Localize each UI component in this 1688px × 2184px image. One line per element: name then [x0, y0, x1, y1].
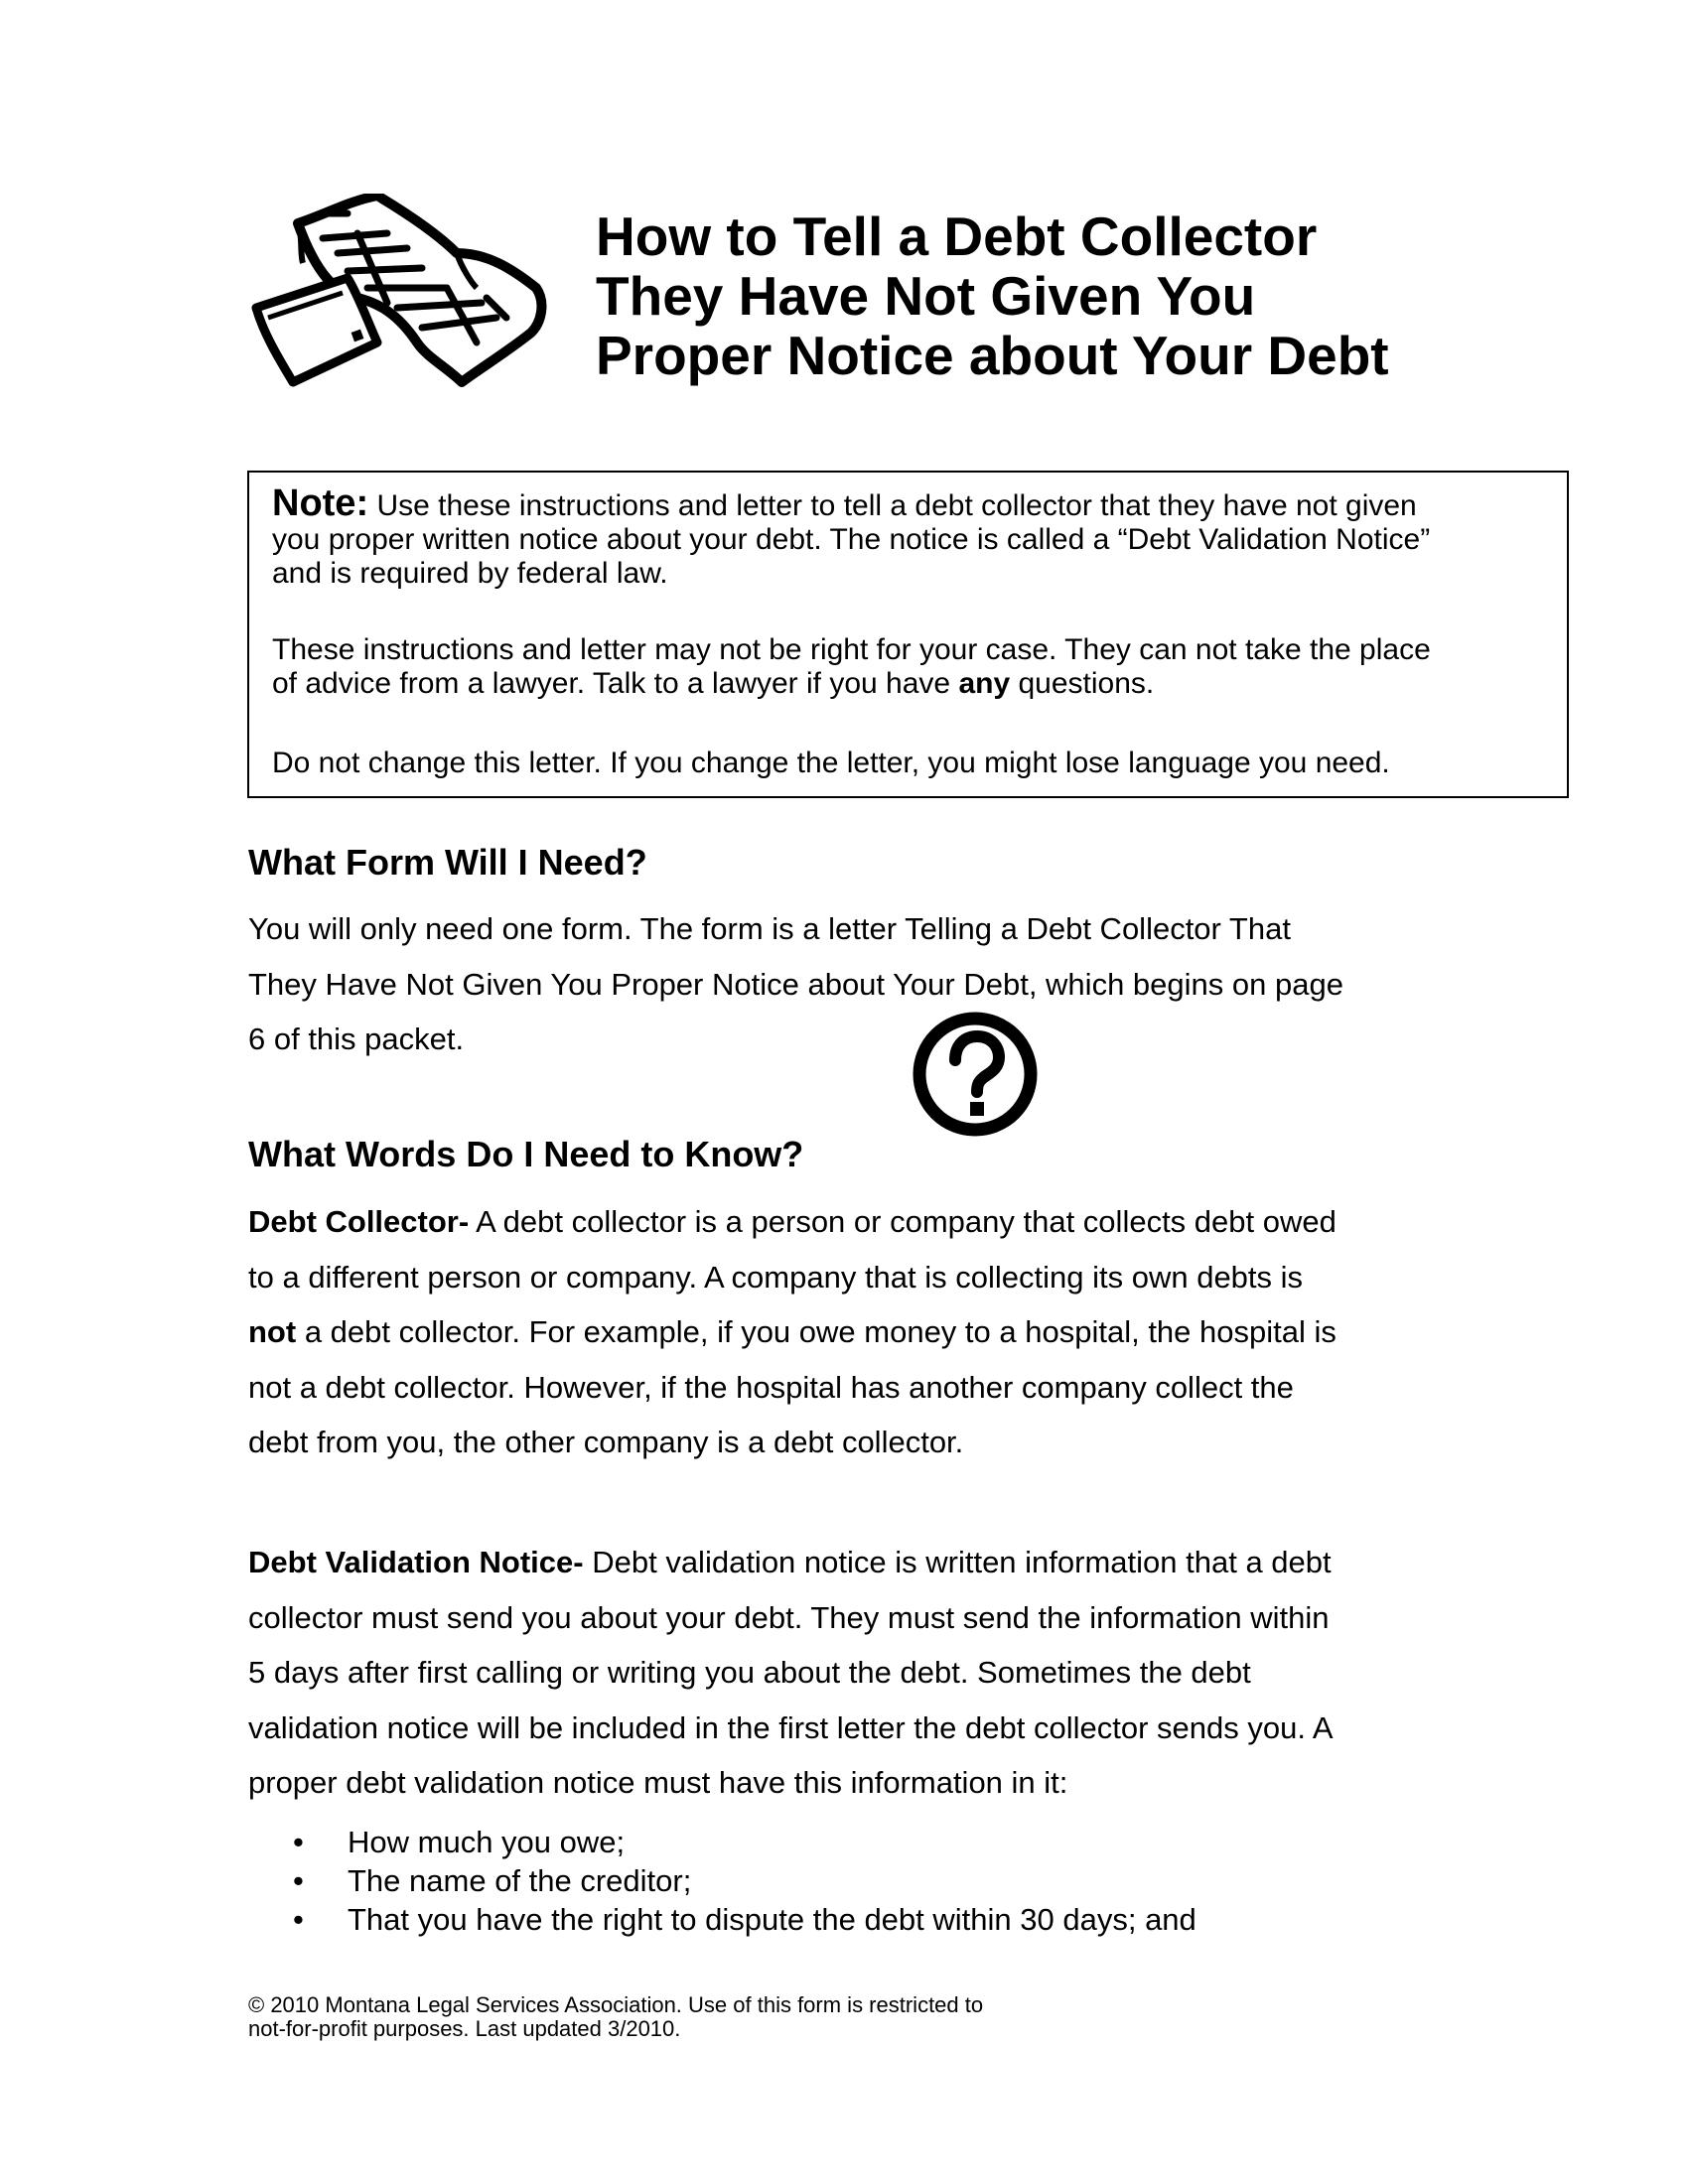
list-item — [293, 1900, 1196, 1939]
page-title — [596, 206, 1489, 385]
paragraph-line: 6 of this packet. — [248, 1022, 465, 1056]
question-mark-icon — [912, 1011, 1039, 1138]
note-box — [247, 471, 1569, 798]
bullet-icon: • — [293, 1863, 304, 1898]
definition-text: A debt collector is a person or company that collects debt owed — [469, 1204, 1336, 1239]
list-item — [293, 1823, 1196, 1861]
note-text: of advice from a lawyer. Talk to a lawyer if you have — [272, 667, 959, 700]
paragraph-line — [248, 1304, 1470, 1360]
paragraph-line: proper debt validation notice must have this information in it: — [248, 1765, 1068, 1800]
emphasis-text: not — [248, 1314, 297, 1349]
paragraph-line: collector must send you about your debt. They must send the information within — [248, 1599, 1330, 1635]
copyright-footer — [248, 1993, 983, 2041]
definition-text: Debt validation notice is written information that a debt — [583, 1545, 1332, 1579]
footer-line: not-for-profit purposes. Last updated 3/2010. — [248, 2016, 681, 2041]
bullet-icon: • — [293, 1902, 304, 1937]
note-text: Use these instructions and letter to tell a debt collector that they have not given — [376, 489, 1417, 522]
paragraph-line: not a debt collector. However, if the hospital has another company collect the — [248, 1369, 1294, 1405]
list-item — [293, 1861, 1196, 1900]
list-item-text: That you have the right to dispute the debt within 30 days; and — [348, 1902, 1196, 1937]
title-line: How to Tell a Debt Collector — [596, 205, 1318, 267]
note-text: and is required by federal law. — [272, 557, 668, 590]
paragraph-line — [248, 1194, 1470, 1250]
title-line: Proper Notice about Your Debt — [596, 325, 1389, 386]
paragraph-line: They Have Not Given You Proper Notice about Your Debt, which begins on page — [248, 966, 1343, 1002]
list-item-text: The name of the creditor; — [348, 1863, 692, 1898]
section-heading-words: What Words Do I Need to Know? — [248, 1134, 804, 1174]
note-paragraph — [272, 482, 1553, 591]
note-text: These instructions and letter may not be right for your case. They can not take the place — [272, 633, 1431, 666]
footer-line: © 2010 Montana Legal Services Association. Use of this form is restricted to — [248, 1992, 984, 2017]
note-paragraph — [272, 633, 1553, 701]
paragraph-line: 5 days after first calling or writing you about the debt. Sometimes the debt — [248, 1655, 1251, 1690]
section-heading-form: What Form Will I Need? — [248, 842, 647, 883]
term-label: Debt Validation Notice- — [248, 1545, 584, 1579]
paragraph-line: to a different person or company. A company that is collecting its own debts is — [248, 1259, 1304, 1295]
paragraph-line: debt from you, the other company is a debt collector. — [248, 1425, 964, 1459]
note-label: Note: — [272, 482, 369, 524]
paragraph-line — [248, 1535, 1470, 1590]
paragraph-line: You will only need one form. The form is a letter Telling a Debt Collector That — [248, 911, 1291, 946]
definition-text: a debt collector. For example, if you owe money to a hospital, the hospital is — [296, 1314, 1336, 1349]
title-line: They Have Not Given You — [596, 265, 1256, 327]
debt-validation-notice-definition — [248, 1535, 1470, 1811]
bill-and-card-icon — [248, 194, 576, 417]
bullet-icon: • — [293, 1825, 304, 1859]
note-text: questions. — [1010, 667, 1155, 700]
note-paragraph: Do not change this letter. If you change the letter, you might lose language you need. — [272, 747, 1390, 779]
debt-collector-definition — [248, 1194, 1470, 1470]
note-text: you proper written notice about your debt. The notice is called a “Debt Validation Notice” — [272, 523, 1431, 556]
term-label: Debt Collector- — [248, 1204, 470, 1239]
note-emphasis: any — [958, 667, 1011, 700]
bullet-list — [293, 1823, 1196, 1939]
paragraph-line: validation notice will be included in the first letter the debt collector sends you. A — [248, 1709, 1334, 1745]
form-paragraph — [248, 901, 1470, 1067]
list-item-text: How much you owe; — [348, 1825, 626, 1859]
